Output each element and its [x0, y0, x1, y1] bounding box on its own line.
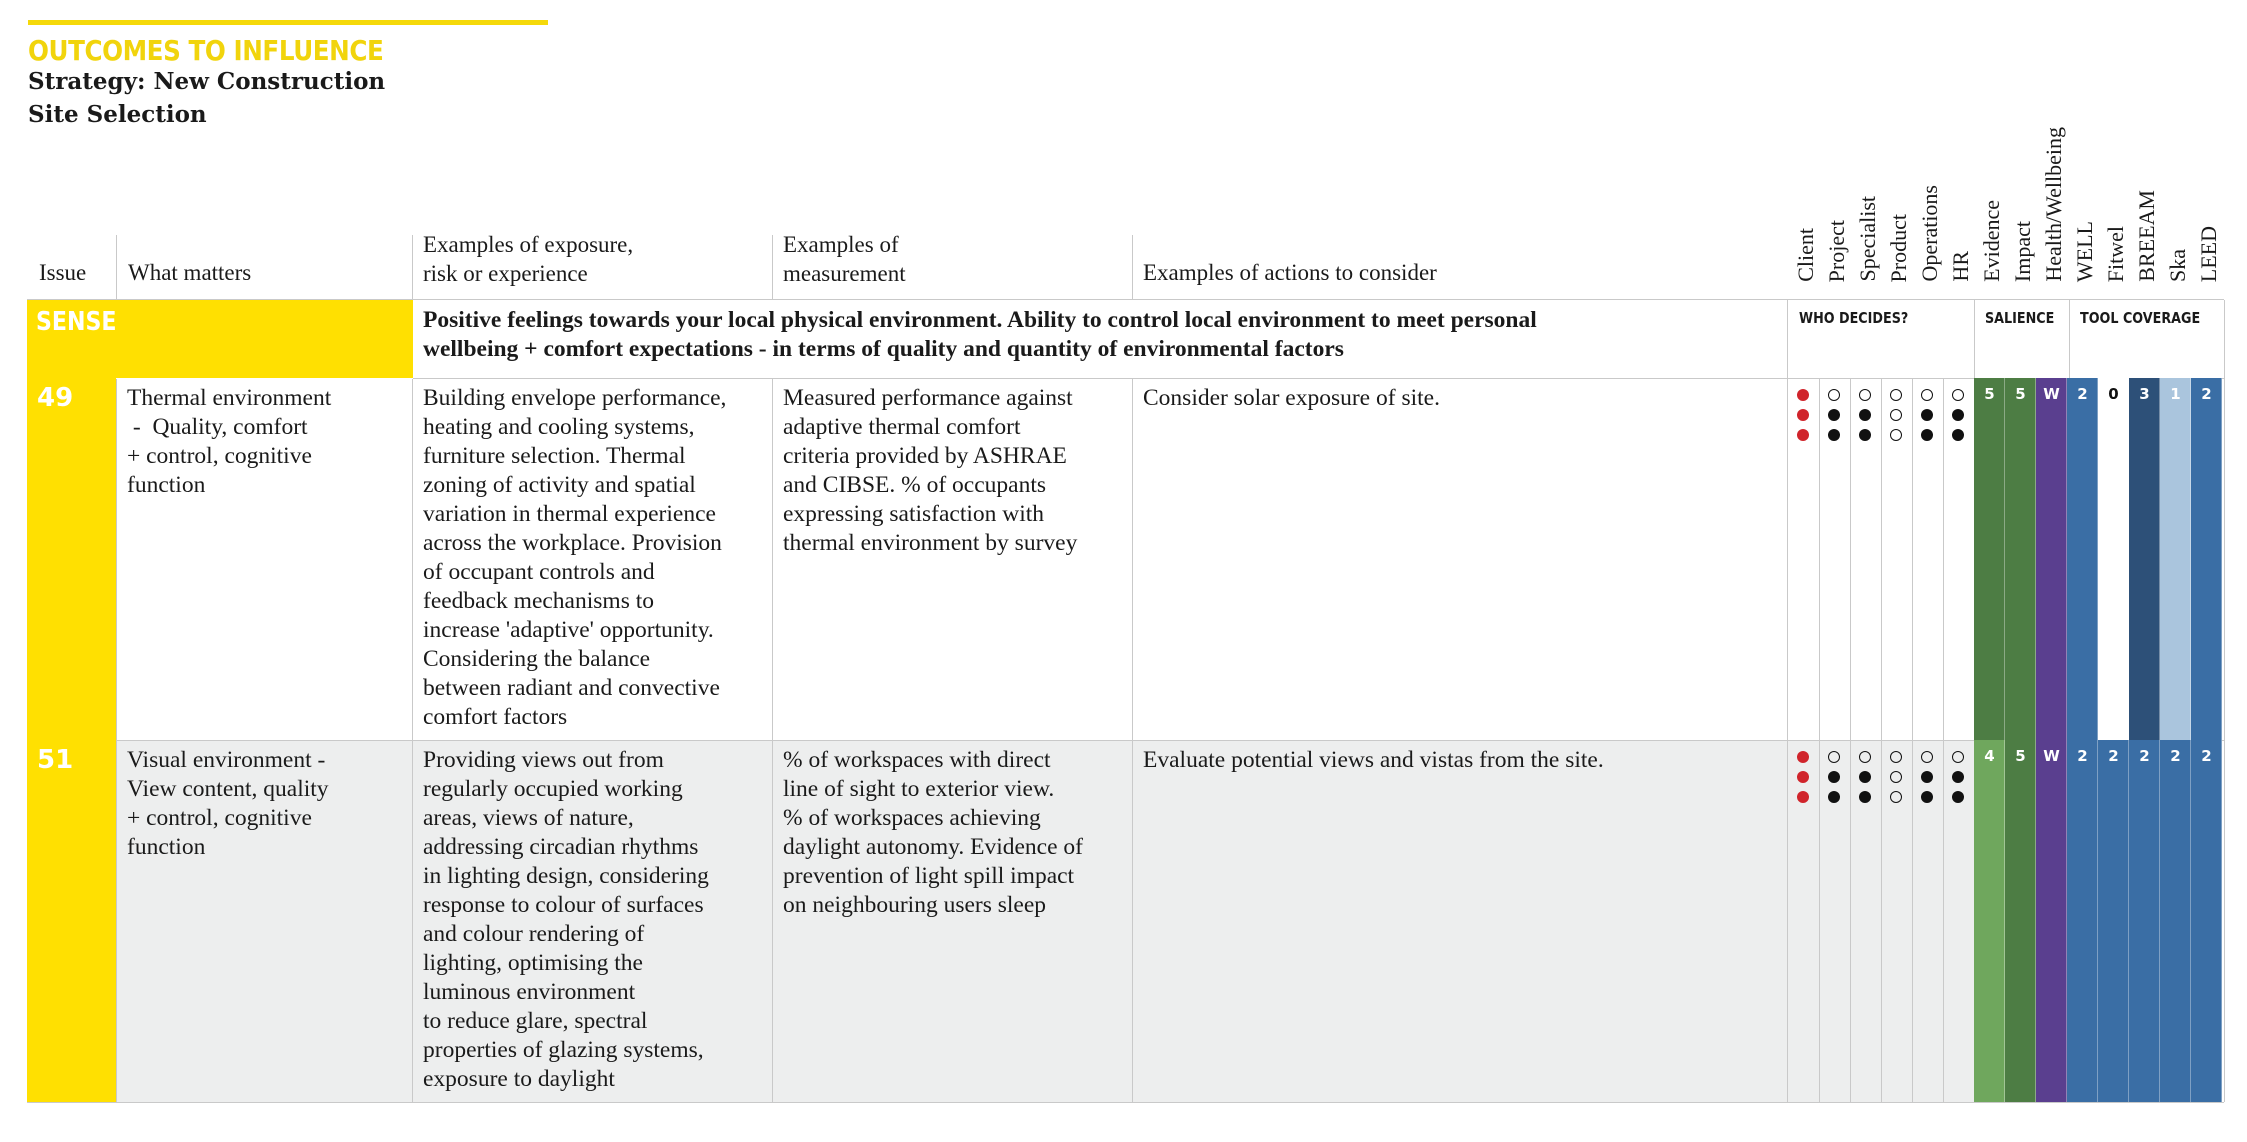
decision-dot — [1859, 791, 1871, 803]
page-title: OUTCOMES TO INFLUENCE — [28, 34, 384, 67]
decision-dot — [1859, 771, 1871, 783]
measurement-cell: Measured performance against adaptive thermal comfort criteria provided by ASHRAE and CIBSE. % of occupants expressing satisfaction with thermal environment by survey — [783, 385, 1078, 556]
section-subtitle: Site Selection — [28, 101, 207, 128]
decision-dot — [1797, 791, 1809, 803]
salience-column — [1974, 740, 2005, 1102]
decision-dot — [1797, 751, 1809, 763]
decision-dot — [1921, 751, 1933, 763]
salience-column — [2036, 378, 2067, 740]
col-header-tool-3: Ska — [2165, 249, 2190, 282]
salience-column — [2005, 740, 2036, 1102]
decision-dot — [1859, 389, 1871, 401]
tool-score: 2 — [2170, 747, 2181, 765]
tool-coverage-column — [2067, 378, 2098, 740]
issue-number: 49 — [37, 383, 74, 413]
decision-dot — [1890, 771, 1902, 783]
measurement-cell: % of workspaces with direct line of sight to exterior view. % of workspaces achieving daylight autonomy. Evidence of prevention of light spill impact on neighbouring users sleep — [783, 747, 1083, 918]
col-header-tool-1: Fitwel — [2103, 225, 2128, 282]
col-header-who-3: Product — [1886, 213, 1911, 282]
decision-dot — [1890, 751, 1902, 763]
group-who-decides: WHO DECIDES? — [1799, 309, 1909, 327]
actions-cell: Evaluate potential views and vistas from the site. — [1143, 747, 1604, 773]
salience-score: W — [2043, 385, 2060, 403]
tool-coverage-column — [2129, 378, 2160, 740]
header-rule — [28, 20, 548, 25]
decision-dot — [1921, 771, 1933, 783]
col-header-salience-2: Health/Wellbeing — [2041, 127, 2066, 282]
group-salience: SALIENCE — [1985, 309, 2055, 327]
tool-coverage-column — [2098, 740, 2129, 1102]
section-label: SENSE — [36, 307, 117, 337]
strategy-label: Strategy: New Construction — [28, 68, 386, 95]
tool-coverage-column — [2098, 378, 2129, 740]
decision-dot — [1921, 389, 1933, 401]
decision-dot — [1921, 791, 1933, 803]
decision-dot — [1797, 409, 1809, 421]
decision-dot — [1952, 409, 1964, 421]
col-header-tool-4: LEED — [2196, 225, 2221, 282]
col-header-what-matters: What matters — [128, 260, 252, 285]
decision-dot — [1797, 771, 1809, 783]
what-matters-cell: Visual environment - View content, quality + control, cognitive function — [127, 747, 329, 860]
tool-coverage-column — [2160, 378, 2191, 740]
col-header-who-0: Client — [1793, 228, 1818, 282]
decision-dot — [1952, 771, 1964, 783]
decision-dot — [1828, 771, 1840, 783]
tool-score: 3 — [2139, 385, 2150, 403]
decision-dot — [1890, 389, 1902, 401]
section-description: Positive feelings towards your local physical environment. Ability to control local environment to meet personal wellbeing + comfort expectations - in terms of quality and quantity of environmental factors — [423, 307, 1537, 362]
decision-dot — [1952, 429, 1964, 441]
decision-dot — [1921, 409, 1933, 421]
decision-dot — [1828, 751, 1840, 763]
exposure-cell: Building envelope performance, heating and cooling systems, furniture selection. Thermal zoning of activity and spatial variation in thermal experience across the workplace. Provision of occupant controls and feedback mechanisms to increase 'adaptive' opportunity. Considering the balance between radiant and convective comfort factors — [423, 385, 727, 730]
issue-cell — [27, 740, 116, 1102]
decision-dot — [1952, 791, 1964, 803]
tool-score: 2 — [2108, 747, 2119, 765]
tool-coverage-column — [2129, 740, 2160, 1102]
decision-dot — [1952, 751, 1964, 763]
decision-dot — [1859, 751, 1871, 763]
tool-score: 2 — [2077, 747, 2088, 765]
col-header-who-4: Operations — [1917, 185, 1942, 282]
salience-column — [2005, 378, 2036, 740]
salience-column — [2036, 740, 2067, 1102]
col-header-measurement: Examples of measurement — [783, 232, 906, 286]
issue-number: 51 — [37, 745, 74, 775]
tool-coverage-column — [2160, 740, 2191, 1102]
decision-dot — [1859, 429, 1871, 441]
exposure-cell: Providing views out from regularly occupied working areas, views of nature, addressing circadian rhythms in lighting design, considering response to colour of surfaces and colour rendering of lighting, optimising the luminous environment to reduce glare, spectral properties of glazing systems, exposure to daylight — [423, 747, 709, 1092]
col-header-exposure: Examples of exposure, risk or experience — [423, 232, 634, 286]
tool-coverage-column — [2191, 378, 2222, 740]
decision-dot — [1797, 389, 1809, 401]
salience-score: W — [2043, 747, 2060, 765]
decision-dot — [1828, 429, 1840, 441]
decision-dot — [1828, 409, 1840, 421]
decision-dot — [1890, 409, 1902, 421]
what-matters-cell: Thermal environment - Quality, comfort + control, cognitive function — [127, 385, 332, 498]
tool-score: 2 — [2201, 747, 2212, 765]
decision-dot — [1828, 389, 1840, 401]
issue-cell — [27, 378, 116, 740]
salience-score: 5 — [2015, 385, 2026, 403]
group-tool-coverage: TOOL COVERAGE — [2080, 309, 2201, 327]
tool-score: 2 — [2201, 385, 2212, 403]
decision-dot — [1828, 791, 1840, 803]
tool-coverage-column — [2191, 740, 2222, 1102]
col-header-tool-0: WELL — [2072, 220, 2097, 282]
salience-column — [1974, 378, 2005, 740]
actions-cell: Consider solar exposure of site. — [1143, 385, 1440, 411]
col-header-who-5: HR — [1948, 251, 1973, 282]
tool-coverage-column — [2067, 740, 2098, 1102]
salience-score: 5 — [1984, 385, 1995, 403]
decision-dot — [1859, 409, 1871, 421]
decision-dot — [1797, 429, 1809, 441]
decision-dot — [1952, 389, 1964, 401]
decision-dot — [1890, 429, 1902, 441]
col-header-who-2: Specialist — [1855, 196, 1880, 282]
col-header-who-1: Project — [1824, 219, 1849, 282]
tool-score: 0 — [2108, 385, 2119, 403]
tool-score: 2 — [2139, 747, 2150, 765]
tool-score: 2 — [2077, 385, 2088, 403]
decision-dot — [1921, 429, 1933, 441]
col-header-salience-1: Impact — [2010, 220, 2035, 282]
tool-score: 1 — [2170, 385, 2181, 403]
col-header-tool-2: BREEAM — [2134, 190, 2159, 282]
col-header-actions: Examples of actions to consider — [1143, 260, 1437, 285]
col-header-issue: Issue — [39, 260, 87, 285]
decision-dot — [1890, 791, 1902, 803]
salience-score: 4 — [1984, 747, 1995, 765]
salience-score: 5 — [2015, 747, 2026, 765]
col-header-salience-0: Evidence — [1979, 200, 2004, 282]
